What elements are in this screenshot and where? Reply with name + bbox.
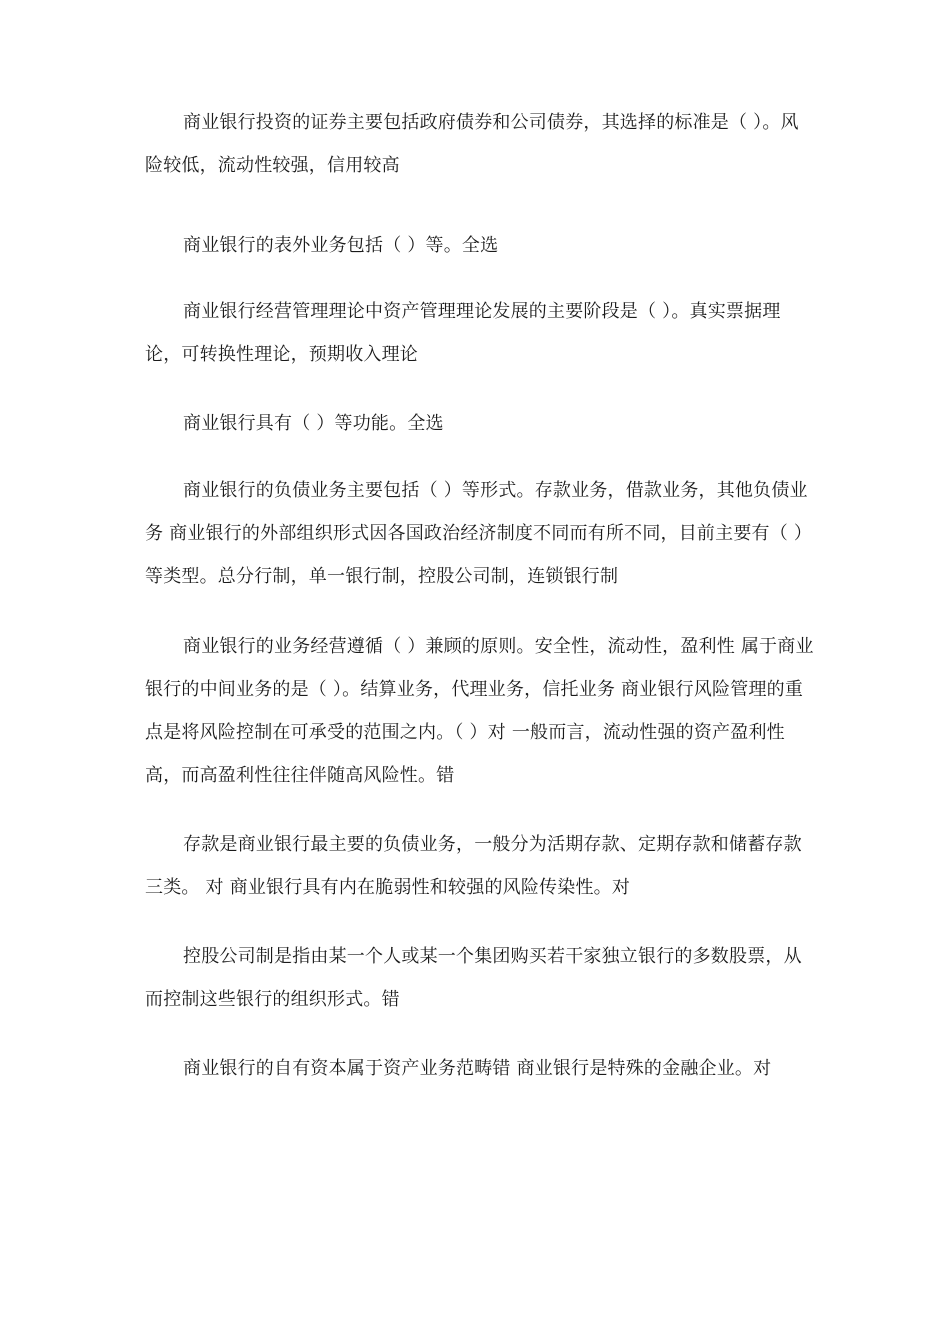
paragraph-1: 商业银行投资的证券主要包括政府债券和公司债券，其选择的标准是（ ）。风险较低，流动性较强，信用较高: [145, 112, 799, 176]
paragraph-3: 商业银行经营管理理论中资产管理理论发展的主要阶段是（ ）。真实票据理论，可转换性理论，预期收入理论: [145, 301, 781, 365]
paragraph-2: 商业银行的表外业务包括（ ）等。全选: [183, 235, 499, 256]
paragraph-5: 商业银行的负债业务主要包括（ ）等形式。存款业务，借款业务，其他负债业务 商业银行的外部组织形式因各国政治经济制度不同而有所不同，目前主要有（ ）等类型。总分行制，单一银行制，控股公司制，连锁银行制: [145, 480, 813, 587]
paragraph-8: 控股公司制是指由某一个人或某一个集团购买若干家独立银行的多数股票，从而控制这些银行的组织形式。错: [145, 946, 802, 1010]
paragraph-9: 商业银行的自有资本属于资产业务范畴错 商业银行是特殊的金融企业。对: [183, 1058, 772, 1079]
paragraph-7: 存款是商业银行最主要的负债业务，一般分为活期存款、定期存款和储蓄存款三类。 对 商业银行具有内在脆弱性和较强的风险传染性。对: [145, 834, 802, 898]
paragraph-6: 商业银行的业务经营遵循（ ）兼顾的原则。安全性，流动性，盈利性 属于商业银行的中间业务的是（ ）。结算业务，代理业务，信托业务 商业银行风险管理的重点是将风险控制在可承受的范围之内。（ ）对 一般而言，流动性强的资产盈利性高，而高盈利性往往伴随高风险性。错: [145, 636, 814, 786]
paragraph-4: 商业银行具有（ ）等功能。全选: [183, 413, 444, 434]
